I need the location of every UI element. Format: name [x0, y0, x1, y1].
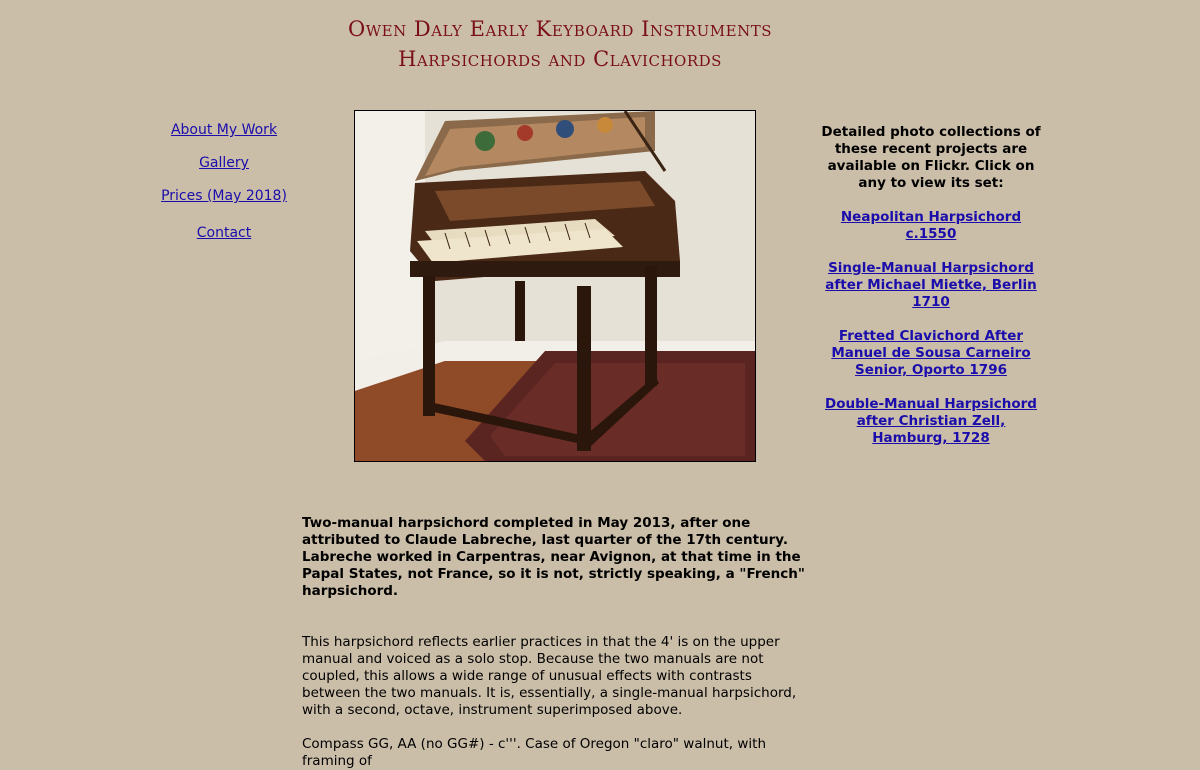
description-paragraph-3: Compass GG, AA (no GG#) - c'''. Case of Oregon "claro" walnut, with framing of	[302, 736, 767, 769]
description-paragraph-2: This harpsichord reflects earlier practices in that the 4' is on the upper manual and voiced as a solo stop. Because the two manuals are not coupled, this allows a wide range of unusual effects with contrasts between the two manuals. It is, essentially, a single-manual harpsichord, with a second, octave, instrument superimposed above.	[302, 634, 797, 718]
nav-prices-link[interactable]: Prices (May 2018)	[161, 188, 287, 204]
flickr-link-neapolitan[interactable]: Neapolitan Harpsichord c.1550	[840, 209, 1022, 242]
harpsichord-illustration	[355, 111, 755, 461]
left-navigation	[124, 122, 324, 241]
nav-contact-link[interactable]: Contact	[196, 225, 252, 241]
site-title	[300, 14, 820, 74]
nav-gallery-link[interactable]: Gallery	[199, 155, 249, 171]
site-title-line1: Owen Daly Early Keyboard Instruments	[348, 17, 772, 41]
nav-about-link[interactable]: About My Work	[170, 122, 278, 138]
harpsichord-photo	[354, 110, 756, 462]
description-lead: Two-manual harpsichord completed in May 2013, after one attributed to Claude Labreche, last quarter of the 17th century. Labreche worked in Carpentras, near Avignon, at that time in the Papal States, not France, so it is not, strictly speaking, a "French" harpsichord.	[302, 515, 805, 599]
flickr-link-zell[interactable]: Double-Manual Harpsichord after Christian Zell, Hamburg, 1728	[825, 396, 1037, 446]
site-title-line2: Harpsichords and Clavichords	[398, 47, 722, 71]
flickr-link-clavichord[interactable]: Fretted Clavichord After Manuel de Sousa Carneiro Senior, Oporto 1796	[831, 328, 1031, 378]
main-description	[302, 515, 810, 770]
flickr-link-mietke[interactable]: Single-Manual Harpsichord after Michael Mietke, Berlin 1710	[825, 260, 1037, 310]
flickr-intro: Detailed photo collections of these recent projects are available on Flickr. Click on any to view its set:	[821, 124, 1041, 191]
flickr-sidebar	[818, 124, 1044, 464]
